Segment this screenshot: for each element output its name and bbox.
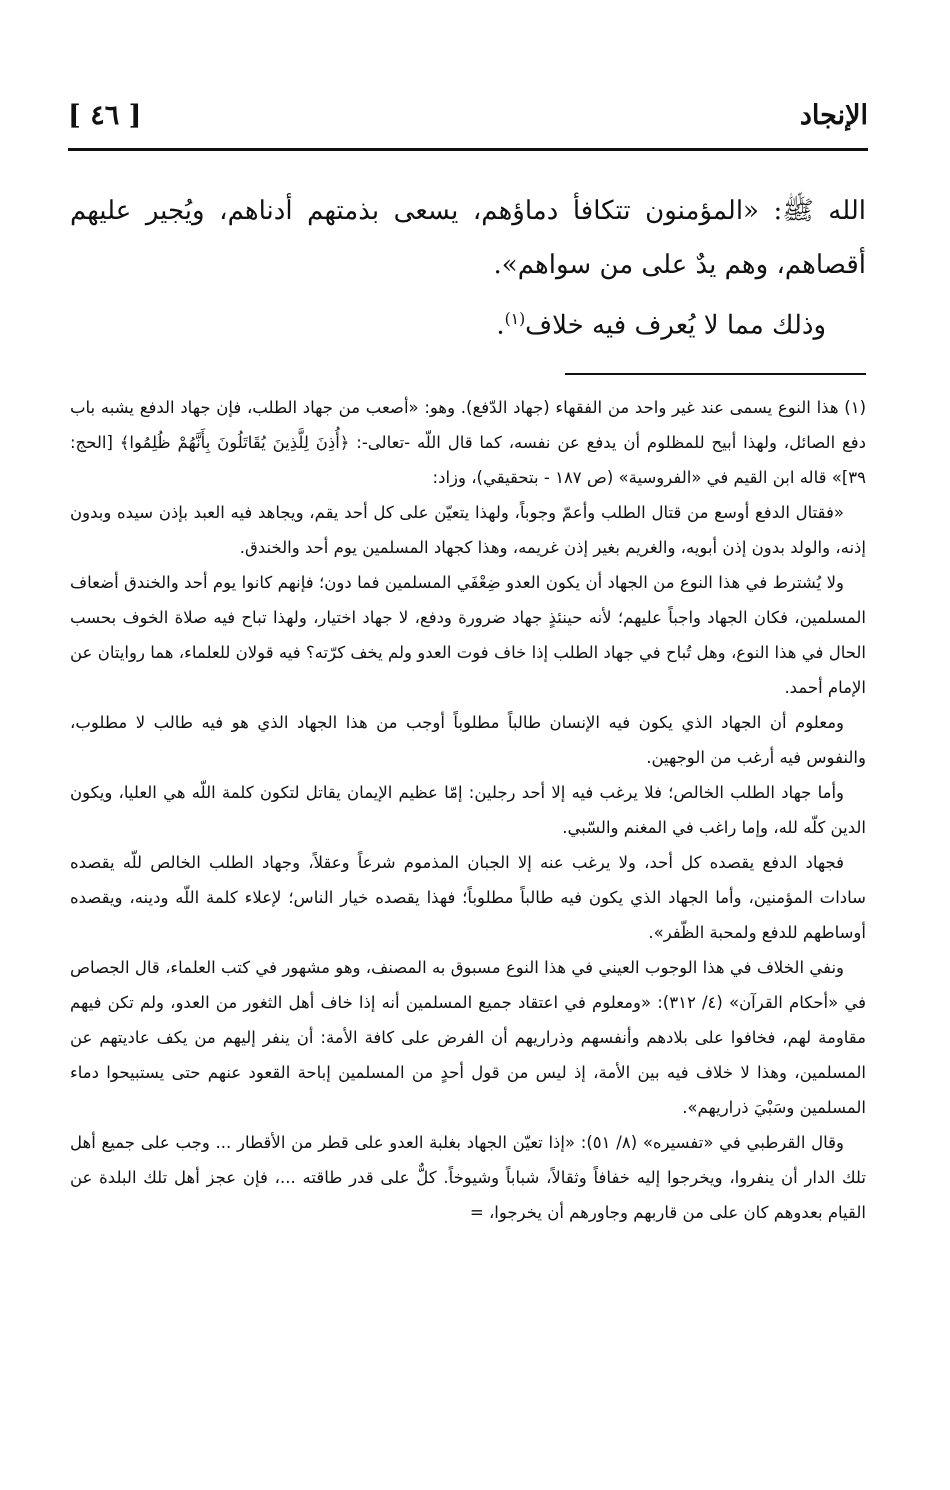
footnote-paragraph: ونفي الخلاف في هذا الوجوب العيني في هذا النوع مسبوق به المصنف، وهو مشهور في كتب العلماء، قال الجصاص في «أحكام القرآن» (٤/ ٣١٢): «ومعلوم في اعتقاد جميع المسلمين أنه إذا خاف أهل الثغور من العدو، ولم تكن فيهم مقاومة لهم، فخافوا على بلادهم وأنفسهم وذراريهم أن الفرض على كافة الأمة: أن ينفر إليهم من يكف عاديتهم عن المسلمين، وهذا لا خلاف فيه بين الأمة، إذ ليس من قول أحدٍ من المسلمين إباحة القعود عنهم حتى يستبيحوا دماء المسلمين وسَبْيَ ذراريهم». bbox=[70, 958, 866, 1117]
footnotes bbox=[70, 390, 866, 1230]
main-text bbox=[70, 184, 866, 353]
footnote-marker: (١) bbox=[504, 310, 526, 328]
footnote-paragraph: ولا يُشترط في هذا النوع من الجهاد أن يكون العدو ضِعْفَي المسلمين فما دون؛ فإنهم كانوا يوم أحد والخندق أضعاف المسلمين، فكان الجهاد واجباً عليهم؛ لأنه حينئذٍ جهاد ضرورة ودفع، لا جهاد اختيار، ولهذا تباح فيه صلاة الخوف بحسب الحال في هذا النوع، وهل تُباح في جهاد الطلب إذا خاف فوت العدو ولم يخف كرّته؟ فيه قولان للعلماء، هما روايتان عن الإمام أحمد. bbox=[70, 573, 866, 697]
footnote-paragraph: وقال القرطبي في «تفسيره» (٨/ ٥١): «إذا تعيّن الجهاد بغلبة العدو على قطر من الأقطار ... وجب على جميع أهل تلك الدار أن ينفروا، ويخرجوا إليه خفافاً وثقالاً، شباباً وشيوخاً. كلٌّ على قدر طاقته ...، فإن عجز أهل تلك البلدة عن القيام بعدوهم كان على من قاربهم وجاورهم أن يخرجوا، = bbox=[70, 1133, 866, 1222]
running-title: الإنجاد bbox=[799, 100, 868, 131]
footnote-paragraph: وأما جهاد الطلب الخالص؛ فلا يرغب فيه إلا أحد رجلين: إمّا عظيم الإيمان يقاتل لتكون كلمة اللّه هي العليا، ويكون الدين كلّه لله، وإما راغب في المغنم والسّبي. bbox=[70, 783, 866, 837]
footnote-paragraph: فجهاد الدفع يقصده كل أحد، ولا يرغب عنه إلا الجبان المذموم شرعاً وعقلاً، وجهاد الطلب الخالص للّه يقصده سادات المؤمنين، وأما الجهاد الذي يكون فيه طالباً مطلوباً؛ فهذا يقصده خيار الناس؛ لإعلاء كلمة اللّه ودينه، ويقصده أوساطهم للدفع ولمحبة الظّفر». bbox=[70, 853, 866, 942]
footnote-paragraph: (١) هذا النوع يسمى عند غير واحد من الفقهاء (جهاد الدّفع). وهو: «أصعب من جهاد الطلب، فإن جهاد الدفع يشبه باب دفع الصائل، ولهذا أبيح للمظلوم أن يدفع عن نفسه، كما قال اللّه -تعالى-: ﴿أُذِنَ لِلَّذِينَ يُقَاتَلُونَ بِأَنَّهُمْ ظُلِمُوا﴾ [الحج: ٣٩]» قاله ابن القيم في «الفروسية» (ص ١٨٧ - بتحقيقي)، وزاد: bbox=[70, 398, 866, 487]
footnote-paragraph: ومعلوم أن الجهاد الذي يكون فيه الإنسان طالباً مطلوباً أوجب من هذا الجهاد الذي هو فيه طالب لا مطلوب، والنفوس فيه أرغب من الوجهين. bbox=[70, 713, 866, 767]
main-paragraph-end: . bbox=[496, 310, 505, 341]
footnote-separator bbox=[565, 373, 866, 375]
page-number: [ ٤٦ ] bbox=[68, 100, 142, 131]
main-paragraph-text: وذلك مما لا يُعرف فيه خلاف bbox=[525, 310, 826, 341]
footnote-paragraph: «فقتال الدفع أوسع من قتال الطلب وأعمّ وجوباً، ولهذا يتعيّن على كل أحد يقم، ويجاهد فيه العبد بإذن سيده وبدون إذنه، والولد بدون إذن أبويه، والغريم بغير إذن غريمه، وهذا كجهاد المسلمين يوم أحد والخندق. bbox=[70, 503, 866, 557]
header-rule bbox=[68, 148, 868, 151]
main-paragraph bbox=[70, 292, 866, 353]
main-paragraph: الله ﷺ: «المؤمنون تتكافأ دماؤهم، يسعى بذمتهم أدناهم، ويُجير عليهم أقصاهم، وهم يدٌ على من سواهم». bbox=[70, 196, 866, 280]
page-header bbox=[68, 100, 868, 144]
